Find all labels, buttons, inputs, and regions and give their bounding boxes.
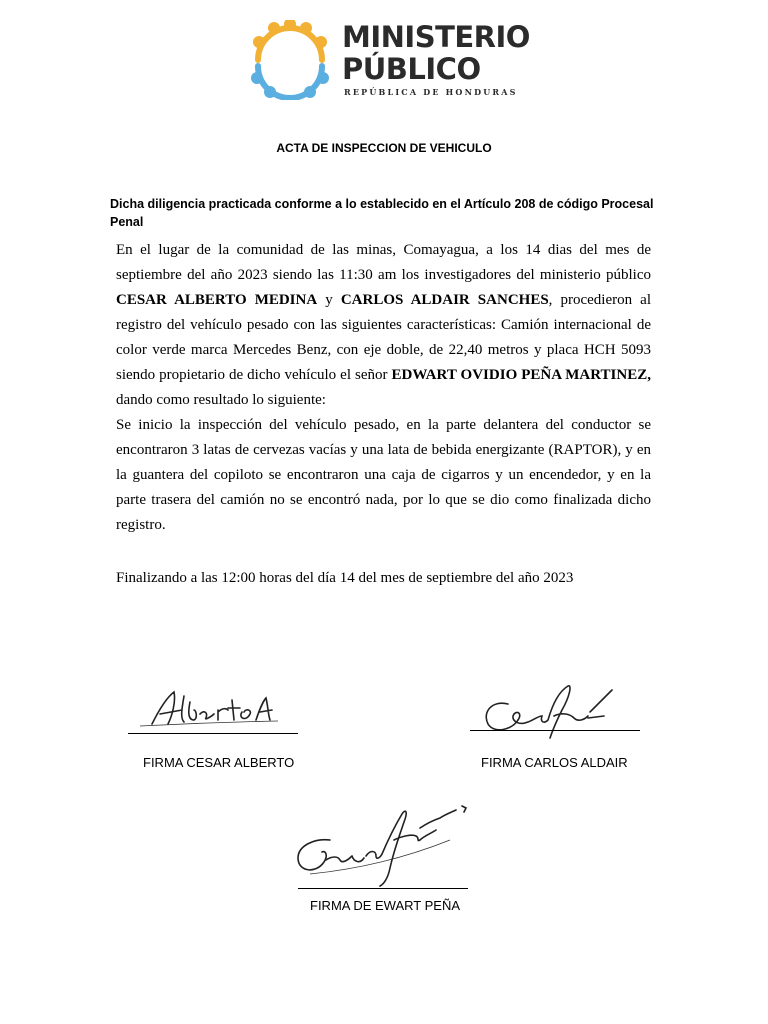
signature-label-2: FIRMA CARLOS ALDAIR (481, 755, 628, 770)
signature-ewart-pena (290, 800, 475, 890)
document-subtitle: Dicha diligencia practicada conforme a lo establecido en el Artículo 208 de código Procesal Penal (110, 197, 654, 229)
document-body (116, 238, 651, 538)
signature-label-1: FIRMA CESAR ALBERTO (143, 755, 295, 770)
signature-line-2 (470, 730, 640, 731)
paragraph-1-text-a: En el lugar de la comunidad de las minas, Comayagua, a los 14 dias del mes de septiembre del año 2023 siendo las 11:30 am los investigadores del ministerio público (116, 242, 651, 283)
paragraph-1-text-b: , procedieron al registro del vehículo pesado con las siguientes características: Camión internacional de color verde marca Mercedes Benz, con eje doble, de 22,40 metros y placa HCH 5093 siendo propietario de dicho vehículo el señor (116, 292, 651, 383)
logo-title-line1: MINISTERIO (342, 20, 530, 54)
investigator-name-1: CESAR ALBERTO MEDINA (116, 292, 318, 308)
paragraph-1 (116, 238, 651, 413)
investigator-name-2: CARLOS ALDAIR SANCHES (340, 292, 549, 308)
paragraph-1-conj: y (317, 292, 341, 308)
ministerio-publico-logo (248, 20, 528, 100)
paragraph-2: Se inicio la inspección del vehículo pesado, en la parte delantera del conductor se encontraron 3 latas de cervezas vacías y una lata de bebida energizante (RAPTOR), y en la guantera del copiloto se encontraron una caja de cigarros y un encendedor, y en la parte trasera del camión no se encontró nada, por lo que se dio como finalizada dicho registro. (116, 417, 651, 533)
logo-subtitle: REPÚBLICA DE HONDURAS (344, 87, 518, 97)
signature-cesar-alberto (138, 688, 288, 732)
signature-line-3 (298, 888, 468, 889)
signature-label-3: FIRMA DE EWART PEÑA (310, 898, 461, 913)
document-title: ACTA DE INSPECCION DE VEHICULO (276, 141, 492, 155)
paragraph-1-text-c: dando como resultado lo siguiente: (116, 392, 326, 408)
ministerio-publico-emblem-icon (248, 20, 332, 100)
owner-name: EDWART OVIDIO PEÑA MARTINEZ, (391, 367, 651, 383)
signature-carlos-aldair (478, 682, 628, 742)
closing-statement: Finalizando a las 12:00 horas del día 14 del mes de septiembre del año 2023 (116, 570, 574, 586)
signature-line-1 (128, 733, 298, 734)
logo-title-line2: PÚBLICO (342, 52, 481, 86)
